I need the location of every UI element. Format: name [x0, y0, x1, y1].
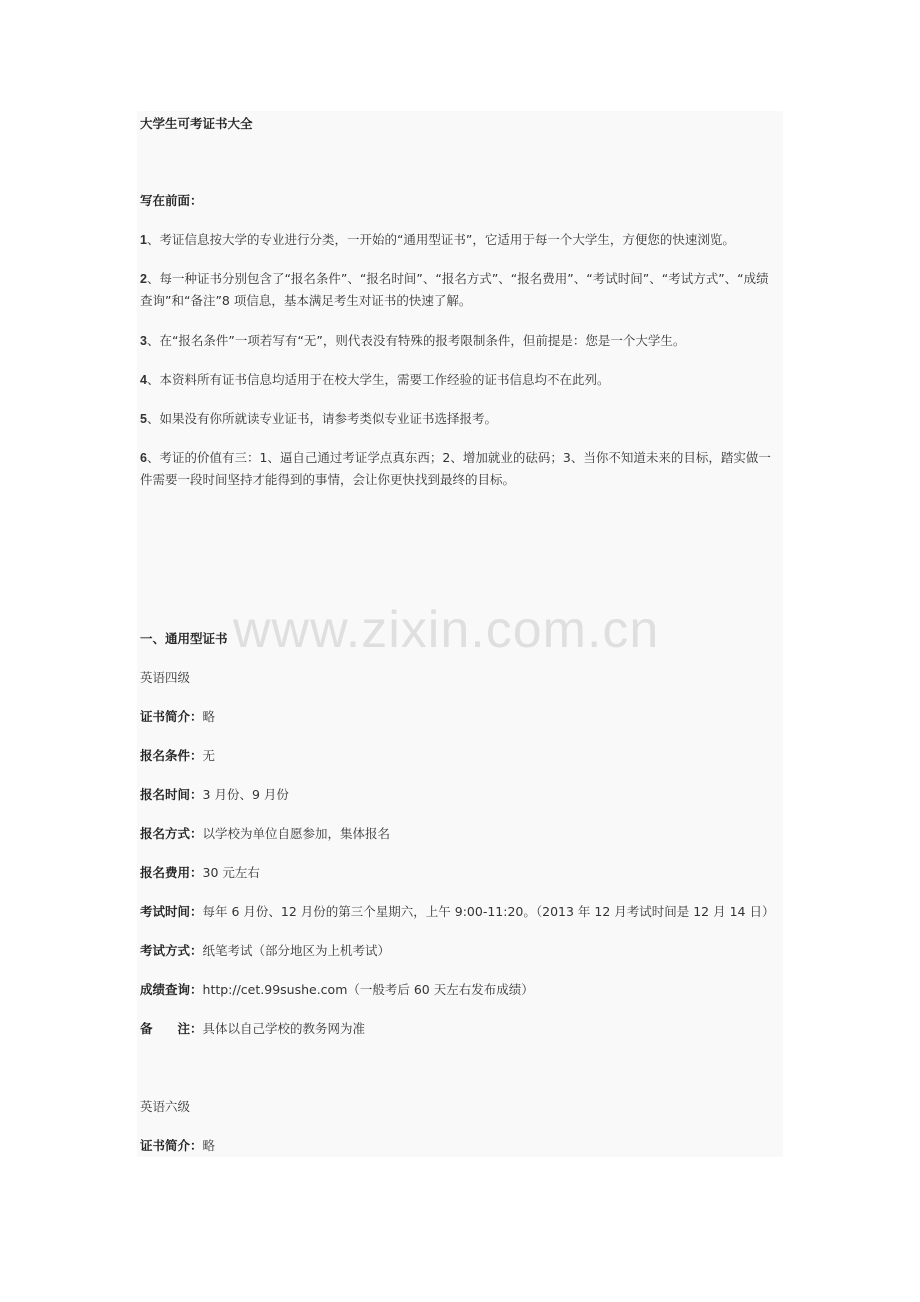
field-label: 备 注： — [140, 1021, 203, 1036]
cert-field — [140, 979, 534, 1001]
field-value: 纸笔考试（部分地区为上机考试） — [202, 943, 391, 958]
cert-field — [140, 862, 260, 884]
field-value: 无 — [202, 748, 216, 763]
field-label: 证书简介： — [140, 1138, 203, 1153]
intro-item-number: 6 — [140, 451, 147, 465]
intro-item-text: 、在“报名条件”一项若写有“无”，则代表没有特殊的报考限制条件，但前提是：您是一个大学生。 — [146, 333, 686, 348]
cert-field — [140, 823, 390, 845]
field-value: 以学校为单位自愿参加，集体报名 — [202, 826, 391, 841]
cert-name-cet4: 英语四级 — [140, 670, 191, 685]
cert-field — [140, 745, 215, 767]
field-value: http://cet.99sushe.com（一般考后 60 天左右发布成绩） — [202, 982, 534, 997]
intro-item-number: 5 — [140, 412, 147, 426]
intro-item-6 — [140, 447, 780, 491]
field-value: 略 — [202, 1138, 216, 1153]
field-value: 具体以自己学校的教务网为准 — [202, 1021, 366, 1036]
field-label: 报名时间： — [140, 787, 203, 802]
cert-field — [140, 1018, 365, 1040]
intro-heading: 写在前面： — [140, 193, 203, 208]
cert-field — [140, 940, 390, 962]
intro-item-number: 1 — [140, 233, 147, 247]
section-heading: 一、通用型证书 — [140, 631, 228, 646]
intro-item-text: 、每一种证书分别包含了“报名条件”、“报名时间”、“报名方式”、“报名费用”、“考试时间”、“考试方式”、“成绩查询”和“备注”8 项信息，基本满足考生对证书的快速了解。 — [140, 271, 769, 308]
intro-item-text: 、本资料所有证书信息均适用于在校大学生，需要工作经验的证书信息均不在此列。 — [146, 372, 610, 387]
intro-item-5 — [140, 408, 780, 430]
cert-field — [140, 901, 774, 923]
intro-item-text: 、如果没有你所就读专业证书，请参考类似专业证书选择报考。 — [146, 411, 497, 426]
intro-item-text: 、考证信息按大学的专业进行分类，一开始的“通用型证书”，它适用于每一个大学生，方便您的快速浏览。 — [146, 232, 735, 247]
field-label: 报名条件： — [140, 748, 203, 763]
field-label: 考试方式： — [140, 943, 203, 958]
intro-item-1 — [140, 229, 780, 251]
cert-field — [140, 1135, 215, 1157]
intro-item-number: 4 — [140, 373, 147, 387]
intro-item-number: 2 — [140, 272, 147, 286]
field-value: 每年 6 月份、12 月份的第三个星期六，上午 9:00-11:20。（2013 年 12 月考试时间是 12 月 14 日） — [202, 904, 775, 919]
cert-name-cet6: 英语六级 — [140, 1099, 191, 1114]
field-value: 30 元左右 — [202, 865, 260, 880]
cert-field — [140, 706, 215, 728]
field-label: 报名费用： — [140, 865, 203, 880]
field-value: 3 月份、9 月份 — [202, 787, 289, 802]
field-label: 报名方式： — [140, 826, 203, 841]
watermark: www.zixin.com.cn — [233, 601, 660, 659]
field-label: 考试时间： — [140, 904, 203, 919]
field-value: 略 — [202, 709, 216, 724]
intro-item-4 — [140, 369, 780, 391]
field-label: 成绩查询： — [140, 982, 203, 997]
intro-item-3 — [140, 330, 780, 352]
intro-item-2 — [140, 268, 780, 312]
field-label: 证书简介： — [140, 709, 203, 724]
intro-item-text: 、考证的价值有三：1、逼自己通过考证学点真东西；2、增加就业的砝码；3、当你不知道未来的目标，踏实做一件需要一段时间坚持才能得到的事情，会让你更快找到最终的目标。 — [140, 450, 771, 487]
intro-item-number: 3 — [140, 334, 147, 348]
cert-field — [140, 784, 289, 806]
document-title: 大学生可考证书大全 — [140, 116, 253, 131]
